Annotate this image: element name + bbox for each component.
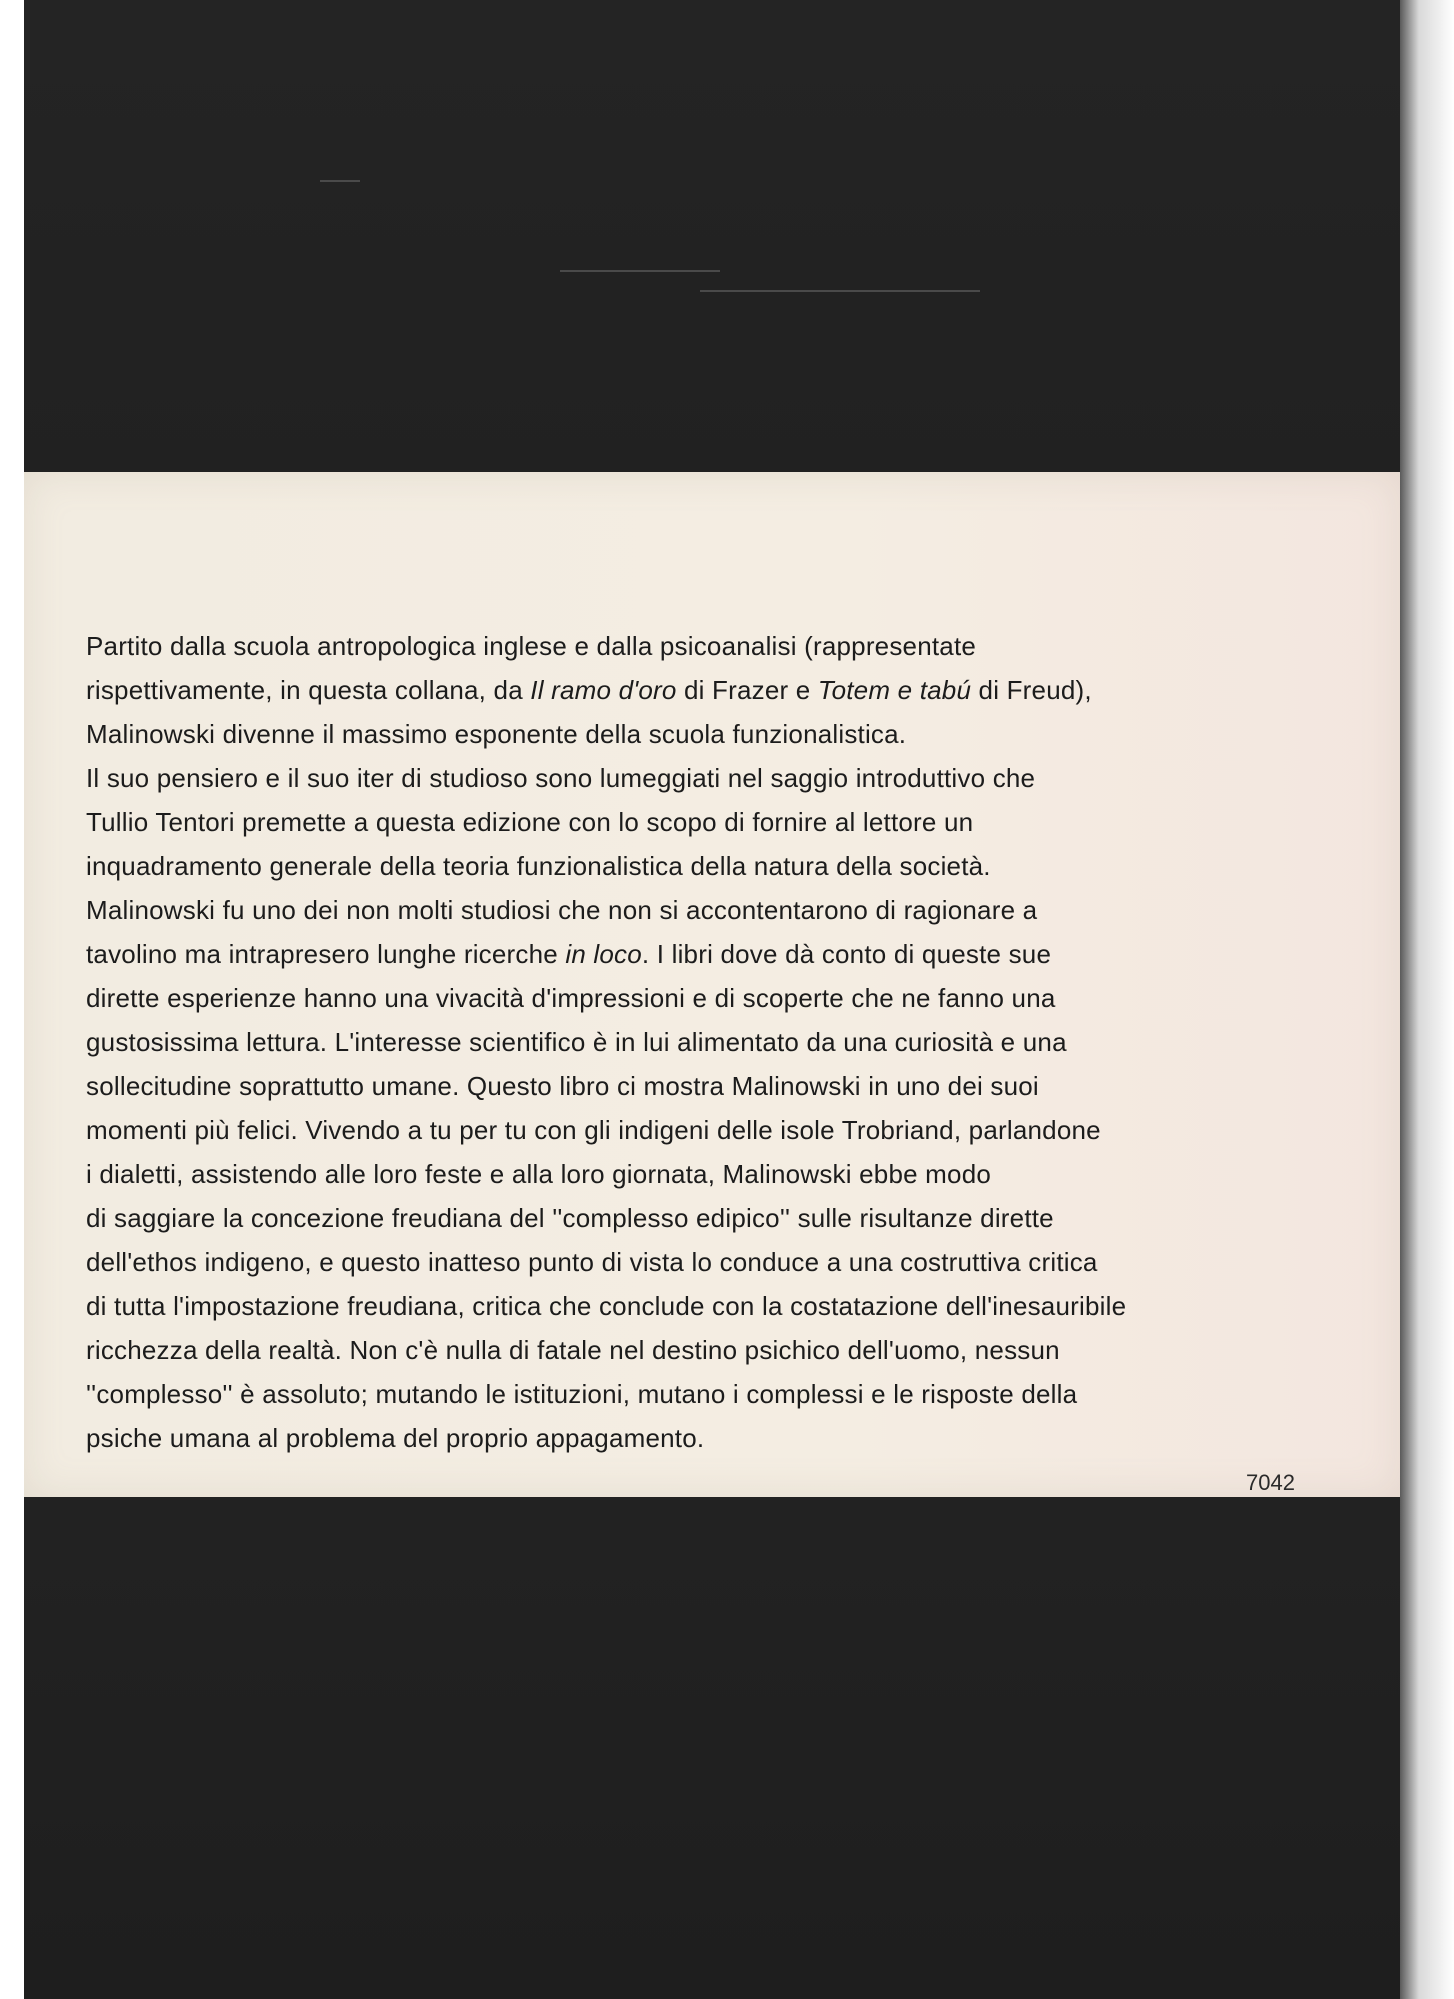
- text-run: di Freud),: [971, 675, 1092, 705]
- text-run: dell'ethos indigeno, e questo inatteso punto di vista lo conduce a una costruttiva critica: [86, 1247, 1098, 1277]
- blurb-line: [86, 932, 1336, 976]
- text-run: gustosissima lettura. L'interesse scientifico è in lui alimentato da una curiosità e una: [86, 1027, 1067, 1057]
- text-run: sollecitudine soprattutto umane. Questo libro ci mostra Malinowski in uno dei suoi: [86, 1071, 1039, 1101]
- blurb-line: [86, 1240, 1336, 1284]
- text-run: ''complesso'' è assoluto; mutando le istituzioni, mutano i complessi e le risposte della: [86, 1379, 1078, 1409]
- catalog-number: 7042: [1246, 1470, 1295, 1495]
- blurb-line: [86, 1020, 1336, 1064]
- cover-scuff: [320, 180, 360, 182]
- blurb-line: [86, 712, 1336, 756]
- text-run: Partito dalla scuola antropologica inglese e dalla psicoanalisi (rappresentate: [86, 631, 977, 661]
- italic-title: Totem e tabú: [817, 675, 972, 705]
- text-run: momenti più felici. Vivendo a tu per tu con gli indigeni delle isole Trobriand, parlandone: [86, 1115, 1101, 1145]
- blurb-line: [86, 1152, 1336, 1196]
- italic-title: in loco: [565, 939, 642, 969]
- cover-edge: [1400, 0, 1454, 1999]
- text-run: i dialetti, assistendo alle loro feste e alla loro giornata, Malinowski ebbe modo: [86, 1159, 992, 1189]
- text-run: psiche umana al problema del proprio appagamento.: [86, 1423, 705, 1453]
- text-run: Tullio Tentori premette a questa edizione con lo scopo di fornire al lettore un: [86, 807, 974, 837]
- text-run: inquadramento generale della teoria funzionalistica della natura della società.: [86, 851, 991, 881]
- text-run: di Frazer e: [676, 675, 818, 705]
- blurb-line: [86, 1108, 1336, 1152]
- blurb-line: [86, 800, 1336, 844]
- text-run: tavolino ma intrapresero lunghe ricerche: [86, 939, 566, 969]
- text-run: ricchezza della realtà. Non c'è nulla di fatale nel destino psichico dell'uomo, nessun: [86, 1335, 1060, 1365]
- text-run: dirette esperienze hanno una vivacità d'impressioni e di scoperte che ne fanno una: [86, 983, 1056, 1013]
- blurb-line: [86, 976, 1336, 1020]
- blurb-line: [86, 1372, 1336, 1416]
- text-run: di tutta l'impostazione freudiana, critica che conclude con la costatazione dell'inesauribile: [86, 1291, 1127, 1321]
- blurb-line: [86, 1196, 1336, 1240]
- cover-scuff: [560, 270, 720, 272]
- text-run: Malinowski fu uno dei non molti studiosi che non si accontentarono di ragionare a: [86, 895, 1038, 925]
- blurb-line: [86, 844, 1336, 888]
- text-run: Il suo pensiero e il suo iter di studioso sono lumeggiati nel saggio introduttivo che: [86, 763, 1036, 793]
- blurb-line: [86, 1284, 1336, 1328]
- blurb-line: [86, 1328, 1336, 1372]
- blurb-text: [86, 624, 1336, 1460]
- blurb-line: [86, 1416, 1336, 1460]
- text-run: Malinowski divenne il massimo esponente della scuola funzionalistica.: [86, 719, 907, 749]
- blurb-line: [86, 888, 1336, 932]
- blurb-line: [86, 1064, 1336, 1108]
- italic-title: Il ramo d'oro: [530, 675, 677, 705]
- blurb-line: [86, 756, 1336, 800]
- text-run: di saggiare la concezione freudiana del ''complesso edipico'' sulle risultanze dirette: [86, 1203, 1054, 1233]
- cover-scuff: [700, 290, 980, 292]
- blurb-line: [86, 624, 1336, 668]
- blurb-line: [86, 668, 1336, 712]
- text-run: . I libri dove dà conto di queste sue: [641, 939, 1052, 969]
- text-run: rispettivamente, in questa collana, da: [86, 675, 531, 705]
